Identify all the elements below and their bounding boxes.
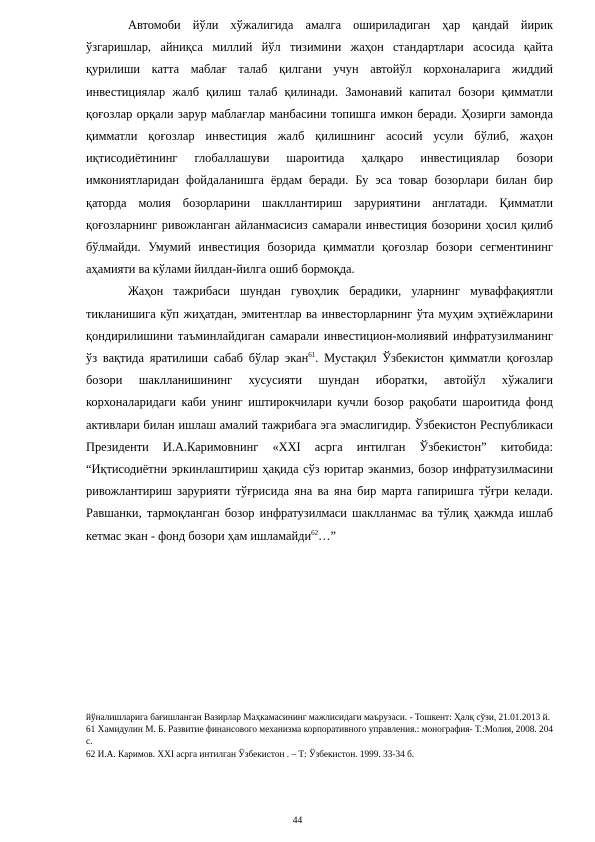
paragraph-text: Автомоби йўли хўжалигида амалга ошириладиган ҳар қандай йирик ўзгаришлар, айниқса миллий йўл тизимини жаҳон стандартлари асосида қайта қурилиши катта маблағ талаб қилгани учун автойўл корхоналарига жиддий инвестициялар жалб қилиш талаб қилинади. Замонавий капитал бозори қимматли қоғозлар орқали зарур маблағлар манбасини топишга имкон беради. Ҳозирги замонда қимматли қоғозлар инвестиция жалб қилишнинг асосий усули бўлиб, жаҳон иқтисодиётининг глобаллашуви шароитида ҳалқаро инвестициялар бозори имкониятларидан фойдаланишга ёрдам беради. Бу эса товар бозорлари билан бир қаторда молия бозорларини шакллантириш заруриятини англатади. Қимматли қоғозларнинг ривожланган айланмасисиз самарали инвестиция бозорини ҳосил қилиб бўлмайди. Умумий инвестиция бозорида қимматли қоғозлар бозори сегментининг аҳамияти ва кўлами йилдан-йилга ошиб бормоқда. (86, 18, 553, 277)
body-text (86, 14, 553, 547)
page-number: 44 (292, 816, 303, 826)
paragraph-text: . Мустақил Ўзбекистон қимматли қоғозлар бозори шаклланишининг хусусияти шундан иборатки, автойўл хўжалиги корхоналаридаги каби унинг иштирокчилари кучли бозор рақобати шароитида фонд активлари билан ишлаш амалий тажрибага эга эмаслигидир. Ўзбекистон Республикаси Президенти И.А.Каримовнинг «XXI асрга интилган Ўзбекистон” китобида: “Иқтисодиётни эркинлаштириш ҳақида сўз юритар эканмиз, бозор инфратузилмасини ривожлантириш зарурияти тўғрисида яна ва яна бир марта гапиришга тўғри келади. Равшанки, тармоқланган бозор инфратузилмаси шаклланмас ва тўлиқ ҳажмда ишлаб кетмас экан - фонд бозори ҳам ишламайди (86, 351, 553, 543)
footnote-62: 62 И.А. Каримов. XXI асрга интилган Ўзбекистон . – Т: Ўзбекистон. 1999. 33-34 б. (86, 749, 415, 760)
footnote-continued: йўналишларига бағишланган Вазирлар Маҳкамасининг мажлисидаги маърузаси. - Тошкент: Ҳалқ сўзи, 21.01.2013 й. (86, 713, 550, 723)
footnote-61: 61 Хамидулин М. Б. Развитие финансового механизма корпоративного управления.: монография- Т.:Молия, 2008. 204 с. (86, 725, 553, 748)
footnote-ref-62[interactable]: 62 (311, 528, 319, 537)
paragraph-text: …” (318, 528, 336, 543)
footnote-ref-61[interactable]: 61 (308, 350, 316, 359)
paragraph-2 (86, 280, 553, 546)
paragraph-1 (86, 14, 553, 280)
footnotes (86, 712, 553, 761)
paragraph-text: Жаҳон тажрибаси шундан гувоҳлик берадики, уларнинг муваффақиятли тикланишига кўп жиҳатдан, эмитентлар ва инвесторларнинг ўта муҳим эҳтиёжларини қондирилишини таъминлайдиган самарали инвестицион-молиявий инфратузилманинг ўз вақтида яратилиши сабаб бўлар экан (86, 284, 553, 366)
